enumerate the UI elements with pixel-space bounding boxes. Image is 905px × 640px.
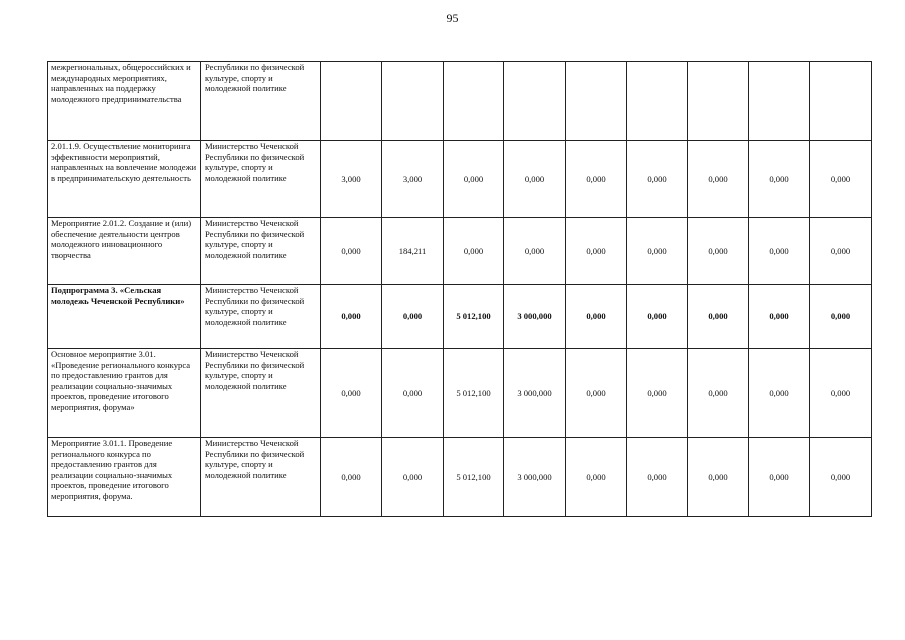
value-cell: 0,000 xyxy=(688,438,749,517)
value-cell xyxy=(688,62,749,141)
table-row xyxy=(48,438,872,517)
value-cell: 0,000 xyxy=(444,141,504,218)
value-cell: 0,000 xyxy=(688,285,749,349)
value-cell: 0,000 xyxy=(321,438,382,517)
value-cell xyxy=(444,62,504,141)
program-name-cell: Основное мероприятие 3.01. «Проведение регионального конкурса по предоставлению грантов для реализации социально-значимых проектов, проведение итогового мероприятия, форума» xyxy=(48,349,201,438)
executor-cell: Министерство Чеченской Республики по физической культуре, спорту и молодежной политике xyxy=(201,141,321,218)
program-name-cell: Подпрограмма 3. «Сельская молодежь Чеченской Республики» xyxy=(48,285,201,349)
table-row xyxy=(48,285,872,349)
value-cell: 0,000 xyxy=(382,349,444,438)
value-cell xyxy=(321,62,382,141)
program-name-cell: Мероприятие 3.01.1. Проведение регионального конкурса по предоставлению грантов для реализации социально-значимых проектов, проведение итогового мероприятия, форума. xyxy=(48,438,201,517)
executor-cell: Республики по физической культуре, спорту и молодежной политике xyxy=(201,62,321,141)
value-cell: 0,000 xyxy=(566,141,627,218)
value-cell: 0,000 xyxy=(382,438,444,517)
program-name-cell: межрегиональных, общероссийских и международных мероприятиях, направленных на поддержку молодежного предпринимательства xyxy=(48,62,201,141)
value-cell: 0,000 xyxy=(810,438,872,517)
value-cell: 0,000 xyxy=(504,218,566,285)
value-cell: 184,211 xyxy=(382,218,444,285)
value-cell: 0,000 xyxy=(566,218,627,285)
value-cell: 3 000,000 xyxy=(504,438,566,517)
value-cell: 0,000 xyxy=(627,438,688,517)
program-name-cell: Мероприятие 2.01.2. Создание и (или) обеспечение деятельности центров молодежного инновационного творчества xyxy=(48,218,201,285)
table-body xyxy=(48,62,872,517)
value-cell: 0,000 xyxy=(444,218,504,285)
program-name-cell: 2.01.1.9. Осуществление мониторинга эффективности мероприятий, направленных на вовлечение молодежи в предпринимательскую деятельность xyxy=(48,141,201,218)
value-cell: 5 012,100 xyxy=(444,285,504,349)
value-cell: 3,000 xyxy=(382,141,444,218)
value-cell: 0,000 xyxy=(627,218,688,285)
value-cell: 0,000 xyxy=(321,218,382,285)
value-cell: 0,000 xyxy=(749,218,810,285)
value-cell: 0,000 xyxy=(810,141,872,218)
value-cell xyxy=(810,62,872,141)
executor-cell: Министерство Чеченской Республики по физической культуре, спорту и молодежной политике xyxy=(201,285,321,349)
table-row xyxy=(48,218,872,285)
value-cell: 0,000 xyxy=(321,285,382,349)
value-cell: 0,000 xyxy=(566,438,627,517)
value-cell: 0,000 xyxy=(627,285,688,349)
value-cell: 0,000 xyxy=(688,218,749,285)
table-row xyxy=(48,141,872,218)
value-cell xyxy=(749,62,810,141)
budget-table xyxy=(47,61,872,517)
value-cell: 0,000 xyxy=(810,218,872,285)
value-cell: 5 012,100 xyxy=(444,438,504,517)
value-cell: 3 000,000 xyxy=(504,285,566,349)
executor-cell: Министерство Чеченской Республики по физической культуре, спорту и молодежной политике xyxy=(201,349,321,438)
table-row xyxy=(48,62,872,141)
value-cell: 0,000 xyxy=(810,349,872,438)
value-cell: 0,000 xyxy=(749,141,810,218)
value-cell: 0,000 xyxy=(321,349,382,438)
executor-cell: Министерство Чеченской Республики по физической культуре, спорту и молодежной политике xyxy=(201,438,321,517)
value-cell: 0,000 xyxy=(566,349,627,438)
value-cell xyxy=(627,62,688,141)
value-cell: 0,000 xyxy=(749,349,810,438)
value-cell: 0,000 xyxy=(749,438,810,517)
executor-cell: Министерство Чеченской Республики по физической культуре, спорту и молодежной политике xyxy=(201,218,321,285)
value-cell: 0,000 xyxy=(627,349,688,438)
page-number: 95 xyxy=(446,11,459,25)
value-cell: 0,000 xyxy=(810,285,872,349)
value-cell: 0,000 xyxy=(382,285,444,349)
value-cell: 0,000 xyxy=(749,285,810,349)
table-row xyxy=(48,349,872,438)
value-cell xyxy=(504,62,566,141)
value-cell: 3,000 xyxy=(321,141,382,218)
value-cell xyxy=(382,62,444,141)
value-cell xyxy=(566,62,627,141)
value-cell: 0,000 xyxy=(627,141,688,218)
value-cell: 0,000 xyxy=(504,141,566,218)
value-cell: 3 000,000 xyxy=(504,349,566,438)
value-cell: 0,000 xyxy=(566,285,627,349)
value-cell: 0,000 xyxy=(688,349,749,438)
value-cell: 5 012,100 xyxy=(444,349,504,438)
value-cell: 0,000 xyxy=(688,141,749,218)
